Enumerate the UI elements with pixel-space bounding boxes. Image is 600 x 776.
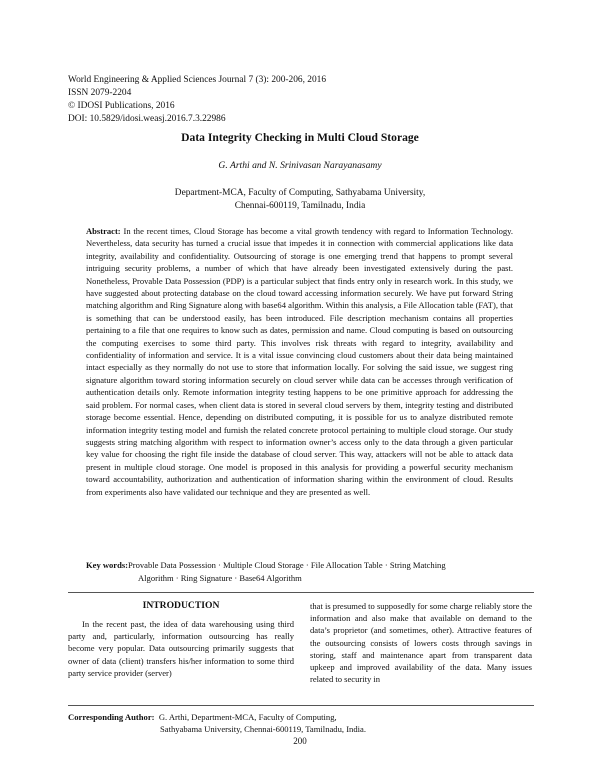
keywords-line-2: Algorithm · Ring Signature · Base64 Algorithm <box>138 572 302 583</box>
abstract-label: Abstract: <box>86 226 121 236</box>
paper-authors: G. Arthi and N. Srinivasan Narayanasamy <box>218 160 382 171</box>
corresponding-author <box>68 711 366 735</box>
journal-issn: ISSN 2079-2204 <box>68 88 132 98</box>
abstract-text: In the recent times, Cloud Storage has become a vital growth tendency with regard to Information Technology. Nevertheless, data security has turned a crucial issue that impedes it in connection with commercial applications like data integrity, availability and confidentiality. Outsourcing of storage is one emerging trend that happens to prompt several intriguing security problems, a number of which that have already been investigated extensively during the past. Nonetheless, Provable Data Possession (PDP) is a particular subject that finds entry only in research work. In this study, we have suggested about protecting database on the cloud toward accessing information securely. We have put forward String matching algorithm and Ring Signature along with base64 algorithm. Within this analysis, a File Allocation table (FAT), that is something that can be understood easily, has been introduced. File description mechanism contains all properties pertaining to a file that one requires to know such as dates, permission and name. Cloud computing is based on outsourcing the computing exercises to some third party. This involves risk threats with regard to integrity, availability and confidentiality of information and service. It is a vital issue convincing cloud customers about their data being maintained intact especially as they normally do not use to store that information locally. For solving the said issue, we suggest ring signature algorithm toward storing information securely on cloud server while data can be accesses through verification of authentication details only. Remote information integrity testing happens to be one primitive approach for addressing the said problem. For normal cases, when client data is stored in several cloud servers by them, integrity testing and distributed storage become essential. Hence, depending on distributed computing, it is possible for us to analyze distributed remote information integrity testing model and furnish the related concrete protocol pertaining to multiple cloud storage. Our study suggests string matching algorithm with respect to information owner’s access only to the data through a given particular key value for choosing the right file inside the database of cloud server. This way, attackers will not be able to attack data present in multiple cloud storage. One model is proposed in this analysis for providing a powerful security mechanism toward accountability, authorization and authentication of information sharing within the environment of cloud. Results from experiments also have validated our technique and they are presented as well. <box>86 226 513 497</box>
keywords-line-1: Provable Data Possession · Multiple Cloud Storage · File Allocation Table · String Matching <box>128 560 446 570</box>
corresponding-line-2: Sathyabama University, Chennai-600119, Tamilnadu, India. <box>160 724 367 734</box>
journal-meta <box>68 74 326 126</box>
corresponding-line-1: G. Arthi, Department-MCA, Faculty of Computing, <box>158 712 337 722</box>
abstract <box>86 225 513 498</box>
affiliation-line-2: Chennai-600119, Tamilnadu, India <box>234 201 366 211</box>
affiliation <box>0 187 600 213</box>
keywords-label: Key words: <box>86 560 129 570</box>
introduction-heading: INTRODUCTION <box>142 600 220 611</box>
paper-title: Data Integrity Checking in Multi Cloud Storage <box>181 131 419 144</box>
section-divider <box>68 592 534 593</box>
journal-copyright: © IDOSI Publications, 2016 <box>68 101 175 111</box>
corresponding-label: Corresponding Author: <box>68 712 155 722</box>
journal-citation: World Engineering & Applied Sciences Journal 7 (3): 200-206, 2016 <box>68 75 327 85</box>
footnote-divider <box>68 705 534 706</box>
affiliation-line-1: Department-MCA, Faculty of Computing, Sathyabama University, <box>174 188 426 198</box>
keywords <box>86 559 516 584</box>
journal-doi: DOI: 10.5829/idosi.weasj.2016.7.3.22986 <box>68 114 226 124</box>
introduction-right-column: that is presumed to supposedly for some charge reliably store the information and also make that available on demand to the data’s proprietor (and sometimes, other). Attractive features of the outsourcing consists of lowers costs through savings in storing, staff and maintenance apart from transparent data upkeep and improved availability of the data. Many issues related to security in <box>310 601 533 685</box>
page-number: 200 <box>293 736 307 746</box>
introduction-left-column: In the recent past, the idea of data warehousing using third party and, particularly, information outsourcing has really become very popular. Data outsourcing primarily suggests that owner of data (client) transfers his/her information to some third party service provider (server) <box>68 619 294 678</box>
